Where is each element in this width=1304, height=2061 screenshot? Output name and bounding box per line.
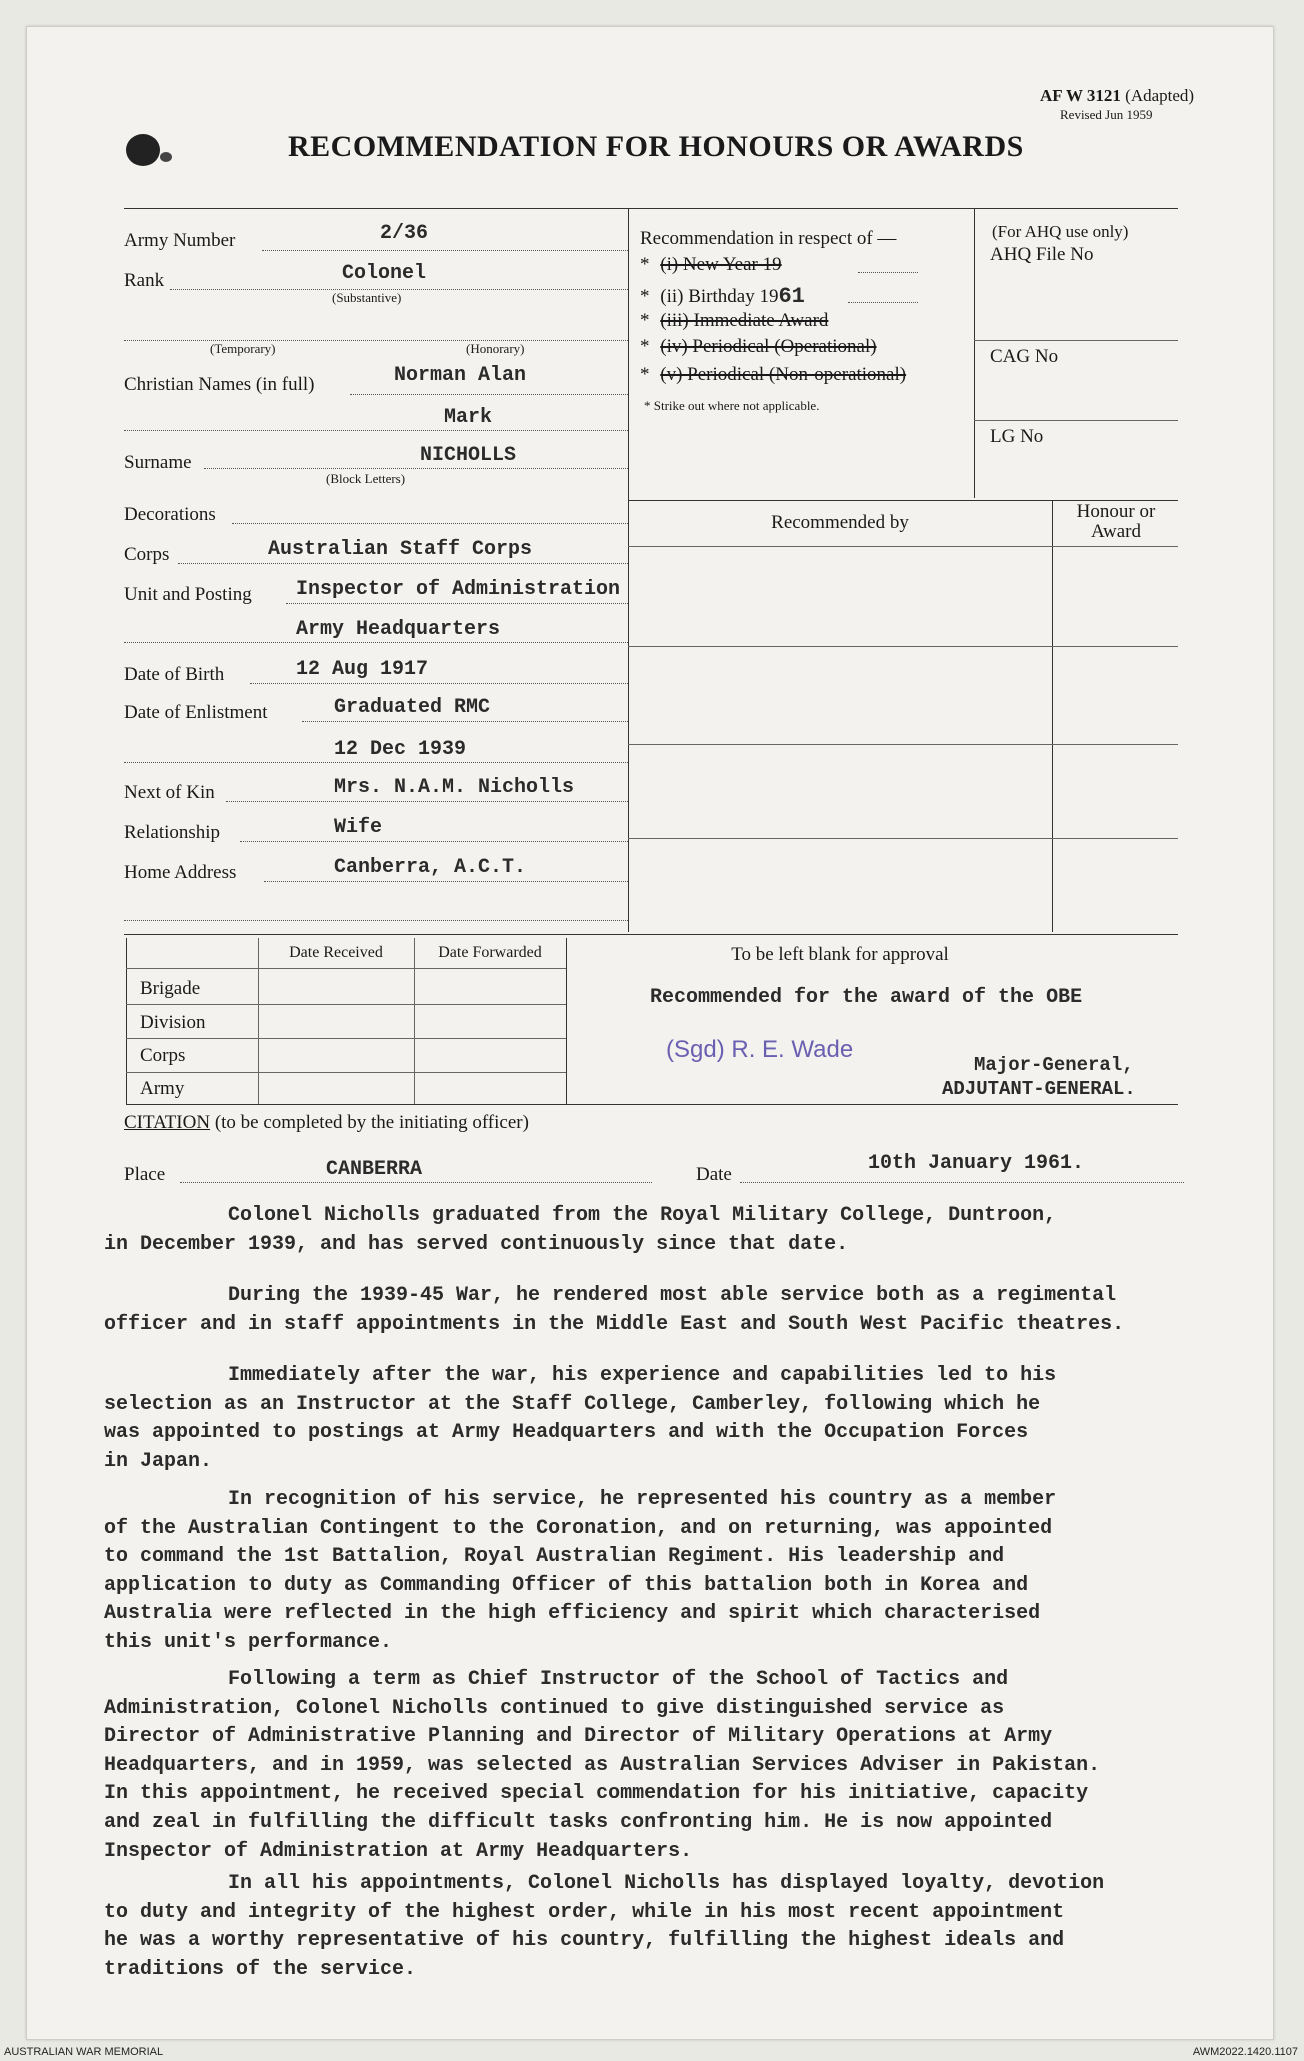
next-of-kin-label: Next of Kin xyxy=(124,782,215,803)
form-revised: Revised Jun 1959 xyxy=(1060,107,1153,122)
enlistment-value-1: Graduated RMC xyxy=(334,696,491,719)
option-non-operational: * (v) Periodical (Non-operational) xyxy=(640,364,907,385)
form-code xyxy=(1040,86,1194,106)
rank-value: Colonel xyxy=(342,262,427,285)
unit-value-2: Army Headquarters xyxy=(296,618,501,641)
mid-bottom-rule xyxy=(124,934,1178,935)
corps-label: Corps xyxy=(124,544,170,565)
date-value: 10th January 1961. xyxy=(868,1152,1085,1175)
rank-label: Rank xyxy=(124,270,165,291)
surname-value: NICHOLLS xyxy=(420,444,517,467)
approval-signature: (Sgd) R. E. Wade xyxy=(666,1036,854,1063)
option-immediate-text: (iii) Immediate Award xyxy=(660,310,829,331)
enlistment-value-2: 12 Dec 1939 xyxy=(334,738,467,761)
relationship-label: Relationship xyxy=(124,822,221,843)
option-immediate: * (iii) Immediate Award xyxy=(640,310,829,331)
strike-note: * Strike out where not applicable. xyxy=(644,398,820,413)
option-new-year: * (i) New Year 19 xyxy=(640,254,782,275)
punch-hole xyxy=(126,134,160,166)
date-label: Date xyxy=(696,1164,732,1185)
dob-label: Date of Birth xyxy=(124,664,225,685)
signatory-rank: Major-General, xyxy=(974,1054,1134,1076)
footer-left: AUSTRALIAN WAR MEMORIAL xyxy=(4,2046,164,2058)
temporary-label: (Temporary) xyxy=(210,341,276,356)
decorations-label: Decorations xyxy=(124,504,216,525)
ahq-divider xyxy=(974,208,975,498)
christian-names-value-1: Norman Alan xyxy=(394,364,527,387)
option-operational: * (iv) Periodical (Operational) xyxy=(640,336,877,357)
form-code-number: AF W 3121 xyxy=(1040,86,1121,105)
place-label: Place xyxy=(124,1164,166,1185)
page-title: RECOMMENDATION FOR HONOURS OR AWARDS xyxy=(288,130,1024,163)
unit-label: Unit and Posting xyxy=(124,584,252,605)
citation-paragraph-1: Colonel Nicholls graduated from the Royal Military College, Duntroon, in December 1939, and has served continuously since that date. xyxy=(104,1204,1057,1256)
top-rule xyxy=(124,208,1178,209)
option-operational-text: (iv) Periodical (Operational) xyxy=(660,336,877,357)
citation-paragraph-2: During the 1939-45 War, he rendered most able service both as a regimental officer and in staff appointments in the Middle East and South West Pacific theatres. xyxy=(104,1284,1125,1336)
honour-divider xyxy=(1052,500,1053,932)
honour-award-header: Honour or Award xyxy=(1076,501,1156,542)
mid-divider xyxy=(628,208,629,932)
army-number-value: 2/36 xyxy=(380,222,429,245)
christian-names-value-2: Mark xyxy=(444,406,493,429)
christian-names-label: Christian Names (in full) xyxy=(124,374,315,395)
routing-row-division: Division xyxy=(140,1012,206,1033)
form-code-suffix: (Adapted) xyxy=(1125,86,1195,105)
option-birthday: * (ii) Birthday 1961 xyxy=(640,284,805,309)
ahq-file-no: AHQ File No xyxy=(990,244,1094,265)
lg-no: LG No xyxy=(990,426,1044,447)
citation-paragraph-5: Following a term as Chief Instructor of the School of Tactics and Administration, Colonel Nicholls continued to give distinguished service as Director of Administrative Planning and Director of Military Operations at Army Headquarters, and in 1959, was selected as Australian Services Adviser in Pakistan. In this appointment, he received special commendation for his initiative, capacity and zeal in fulfilling the difficult tasks confronting him. He is now appointed Inspector of Administration at Army Headquarters. xyxy=(104,1668,1101,1863)
citation-heading-note: (to be completed by the initiating officer) xyxy=(214,1112,529,1133)
place-value: CANBERRA xyxy=(326,1158,423,1181)
option-birthday-text: (ii) Birthday 19 xyxy=(660,286,779,307)
signatory-title: ADJUTANT-GENERAL. xyxy=(942,1078,1136,1100)
approval-heading: To be left blank for approval xyxy=(731,944,949,965)
citation-paragraph-3: Immediately after the war, his experience and capabilities led to his selection as an Instructor at the Staff College, Camberley, following which he was appointed to postings at Army Headquarters and with the Occupation Forces in Japan. xyxy=(104,1364,1057,1473)
cag-no: CAG No xyxy=(990,346,1059,367)
citation-heading-row xyxy=(124,1112,529,1134)
option-birthday-year: 61 xyxy=(778,284,805,309)
corps-value: Australian Staff Corps xyxy=(268,538,533,561)
home-address-label: Home Address xyxy=(124,862,237,883)
enlistment-label: Date of Enlistment xyxy=(124,702,268,723)
citation-heading: CITATION xyxy=(124,1112,211,1133)
footer-right: AWM2022.1420.1107 xyxy=(1192,2046,1298,2058)
date-forwarded-header: Date Forwarded xyxy=(438,944,542,961)
option-new-year-text: (i) New Year 19 xyxy=(660,254,782,275)
routing-row-corps: Corps xyxy=(140,1045,186,1066)
date-received-header: Date Received xyxy=(289,944,383,961)
ahq-use-only: (For AHQ use only) xyxy=(992,222,1129,241)
citation-paragraph-4: In recognition of his service, he represented his country as a member of the Australian Contingent to the Coronation, and on returning, was appointed to command the 1st Battalion, Royal Australian Regiment. His leadership and application to duty as Commanding Officer of this battalion both in Korea and Australia were reflected in the high efficiency and spirit which characterised this unit's performance. xyxy=(104,1488,1057,1654)
routing-row-army: Army xyxy=(140,1078,185,1099)
home-address-value: Canberra, A.C.T. xyxy=(334,856,527,879)
approval-recommended-text: Recommended for the award of the OBE xyxy=(650,986,1083,1009)
relationship-value: Wife xyxy=(334,816,383,839)
recommended-by-header: Recommended by xyxy=(771,512,909,533)
honorary-label: (Honorary) xyxy=(466,341,525,356)
unit-value-1: Inspector of Administration xyxy=(296,578,621,601)
army-number-label: Army Number xyxy=(124,230,236,251)
option-non-operational-text: (v) Periodical (Non-operational) xyxy=(660,364,907,385)
substantive-label: (Substantive) xyxy=(332,290,402,305)
routing-row-brigade: Brigade xyxy=(140,978,201,999)
block-letters-label: (Block Letters) xyxy=(326,471,406,486)
recommendation-heading: Recommendation in respect of — xyxy=(640,228,897,249)
citation-paragraph-6: In all his appointments, Colonel Nicholls has displayed loyalty, devotion to duty and integrity of the highest order, while in his most recent appointment he was a worthy representative of his country, fulfilling the highest ideals and traditions of the service. xyxy=(104,1872,1105,1981)
next-of-kin-value: Mrs. N.A.M. Nicholls xyxy=(334,776,575,799)
dob-value: 12 Aug 1917 xyxy=(296,658,429,681)
surname-label: Surname xyxy=(124,452,192,473)
punch-hole-shadow xyxy=(160,152,172,162)
